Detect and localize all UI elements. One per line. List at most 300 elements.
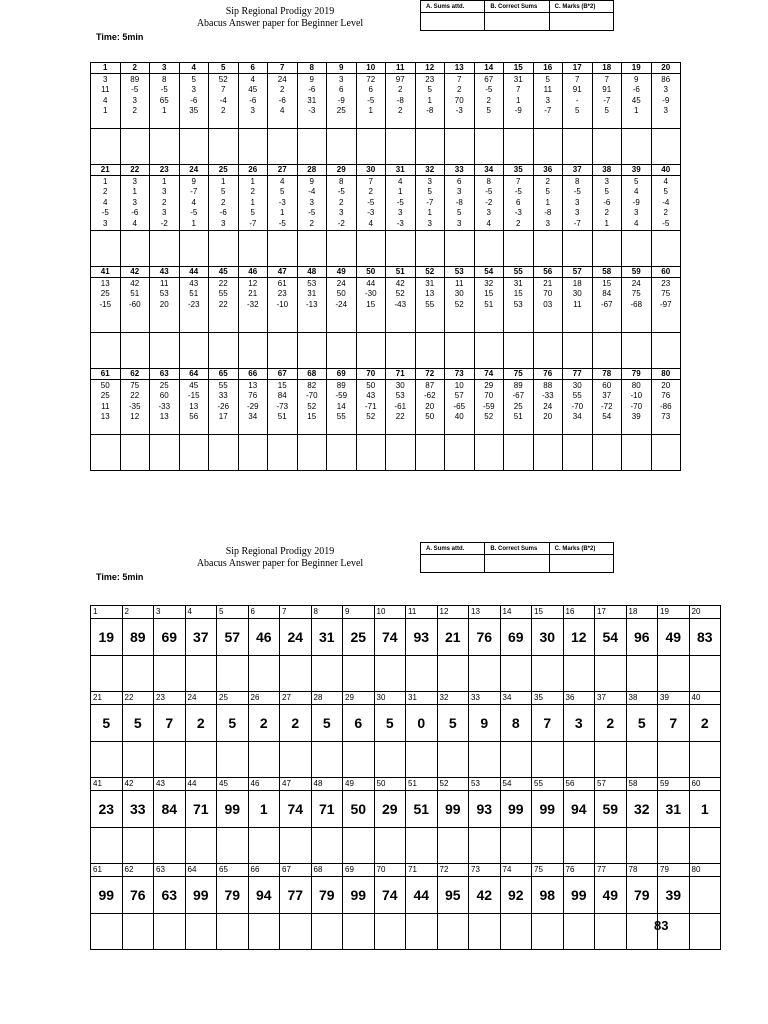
blank-cell[interactable] xyxy=(626,828,658,864)
answer-number: 61 xyxy=(91,864,123,877)
question-value: 3 xyxy=(427,177,432,186)
answer-entry-cell[interactable] xyxy=(179,231,209,267)
answer-entry-cell[interactable] xyxy=(533,435,563,471)
answer-entry-cell[interactable] xyxy=(592,435,622,471)
blank-cell[interactable] xyxy=(626,656,658,692)
question-value: 5 xyxy=(221,187,226,197)
question-value: 11 xyxy=(160,279,169,288)
answer-entry-cell[interactable] xyxy=(386,231,416,267)
blank-cell[interactable] xyxy=(437,914,469,950)
blank-cell[interactable] xyxy=(532,656,564,692)
question-value: 1 xyxy=(368,106,373,116)
answer-number: 19 xyxy=(658,606,690,619)
question-cell xyxy=(622,278,652,333)
blank-cell[interactable] xyxy=(469,656,501,692)
answer-entry-cell[interactable] xyxy=(592,231,622,267)
question-value: 52 xyxy=(366,412,376,422)
question-value: -2 xyxy=(160,218,168,228)
answer-entry-cell[interactable] xyxy=(415,435,445,471)
blank-cell[interactable] xyxy=(374,656,406,692)
question-value: 21 xyxy=(543,279,553,288)
blank-cell[interactable] xyxy=(374,828,406,864)
question-cell xyxy=(238,380,268,435)
question-number: 53 xyxy=(445,267,475,278)
question-value: 5 xyxy=(486,106,491,116)
top-score-box xyxy=(420,0,614,31)
blank-cell[interactable] xyxy=(122,914,154,950)
question-number: 36 xyxy=(533,165,563,176)
question-number: 75 xyxy=(504,369,534,380)
answer-value: 74 xyxy=(374,877,406,914)
blank-cell[interactable] xyxy=(374,742,406,778)
answer-number: 58 xyxy=(626,778,658,791)
answer-value: 5 xyxy=(122,705,154,742)
blank-cell[interactable] xyxy=(280,656,312,692)
answer-number: 56 xyxy=(563,778,595,791)
question-value: -43 xyxy=(394,299,407,309)
answer-entry-cell[interactable] xyxy=(238,435,268,471)
question-value: 6 xyxy=(368,85,373,95)
answer-entry-cell[interactable] xyxy=(474,435,504,471)
blank-cell[interactable] xyxy=(469,828,501,864)
answer-number: 29 xyxy=(343,692,375,705)
question-value: 15 xyxy=(307,412,317,422)
answer-entry-cell[interactable] xyxy=(533,231,563,267)
question-value: 2 xyxy=(457,85,462,95)
answer-entry-cell[interactable] xyxy=(386,435,416,471)
blank-cell[interactable] xyxy=(626,914,658,950)
blank-cell[interactable] xyxy=(154,828,186,864)
question-value: -3 xyxy=(308,106,316,116)
answer-entry-cell[interactable] xyxy=(592,333,622,369)
answer-value: 79 xyxy=(217,877,249,914)
blank-cell[interactable] xyxy=(595,656,627,692)
answer-value: 31 xyxy=(658,791,690,828)
question-value: -15 xyxy=(187,391,200,401)
answer-entry-cell[interactable] xyxy=(327,333,357,369)
blank-cell[interactable] xyxy=(311,656,343,692)
blank-cell[interactable] xyxy=(91,914,123,950)
answer-entry-cell[interactable] xyxy=(209,333,239,369)
score-input-c[interactable] xyxy=(549,555,613,573)
blank-cell[interactable] xyxy=(185,656,217,692)
answer-entry-cell[interactable] xyxy=(268,435,298,471)
answer-entry-cell[interactable] xyxy=(563,129,593,165)
score-input-a[interactable] xyxy=(421,13,485,31)
question-value: -30 xyxy=(364,289,377,299)
question-value: 8 xyxy=(486,177,491,186)
question-cell xyxy=(356,74,386,129)
answer-entry-cell[interactable] xyxy=(415,231,445,267)
question-value: 13 xyxy=(425,289,435,299)
answer-value: 5 xyxy=(626,705,658,742)
question-value: -4 xyxy=(308,187,316,197)
question-value: 4 xyxy=(634,187,639,197)
answer-number: 23 xyxy=(154,692,186,705)
blank-cell[interactable] xyxy=(437,742,469,778)
question-value: 13 xyxy=(100,279,110,288)
question-number: 69 xyxy=(327,369,357,380)
blank-cell[interactable] xyxy=(91,742,123,778)
question-value: -9 xyxy=(632,197,640,207)
question-value: -5 xyxy=(278,218,286,228)
question-value: 7 xyxy=(221,85,226,95)
question-value: 18 xyxy=(572,279,582,288)
question-number: 59 xyxy=(622,267,652,278)
answer-number: 67 xyxy=(280,864,312,877)
question-value: 67 xyxy=(484,75,494,84)
question-cell xyxy=(386,176,416,231)
blank-cell[interactable] xyxy=(280,914,312,950)
question-value: 5 xyxy=(250,208,255,218)
answer-entry-cell[interactable] xyxy=(297,129,327,165)
blank-cell[interactable] xyxy=(469,742,501,778)
answer-entry-cell[interactable] xyxy=(356,129,386,165)
blank-cell[interactable] xyxy=(217,656,249,692)
answer-value: 98 xyxy=(532,877,564,914)
question-number: 19 xyxy=(622,63,652,74)
blank-cell[interactable] xyxy=(563,914,595,950)
question-value: 1 xyxy=(427,208,432,218)
answer-entry-cell[interactable] xyxy=(327,129,357,165)
answer-entry-cell[interactable] xyxy=(238,333,268,369)
blank-cell[interactable] xyxy=(311,742,343,778)
blank-cell[interactable] xyxy=(689,742,721,778)
blank-cell[interactable] xyxy=(185,742,217,778)
blank-cell[interactable] xyxy=(532,914,564,950)
question-number: 5 xyxy=(209,63,239,74)
question-value: -4 xyxy=(219,95,227,105)
blank-cell[interactable] xyxy=(343,828,375,864)
question-value: 2 xyxy=(368,187,373,197)
question-number: 15 xyxy=(504,63,534,74)
blank-cell[interactable] xyxy=(406,828,438,864)
answer-value: 59 xyxy=(595,791,627,828)
answer-grid xyxy=(90,605,721,950)
blank-cell[interactable] xyxy=(406,914,438,950)
blank-cell[interactable] xyxy=(374,914,406,950)
answer-entry-cell[interactable] xyxy=(445,231,475,267)
question-value: 3 xyxy=(663,106,668,116)
blank-cell[interactable] xyxy=(154,742,186,778)
answer-entry-cell[interactable] xyxy=(150,129,180,165)
question-value: 42 xyxy=(395,279,405,288)
answer-entry-cell[interactable] xyxy=(504,333,534,369)
question-number: 56 xyxy=(533,267,563,278)
answer-entry-cell[interactable] xyxy=(445,129,475,165)
answer-entry-cell[interactable] xyxy=(651,231,681,267)
question-value: 20 xyxy=(159,299,169,309)
blank-cell[interactable] xyxy=(280,828,312,864)
answer-entry-cell[interactable] xyxy=(91,435,121,471)
answer-entry-cell[interactable] xyxy=(445,333,475,369)
answer-value: 7 xyxy=(532,705,564,742)
blank-cell[interactable] xyxy=(595,828,627,864)
answer-entry-cell[interactable] xyxy=(356,435,386,471)
answer-number: 10 xyxy=(374,606,406,619)
answer-number: 54 xyxy=(500,778,532,791)
blank-cell[interactable] xyxy=(563,656,595,692)
question-number: 65 xyxy=(209,369,239,380)
answer-entry-cell[interactable] xyxy=(651,435,681,471)
answer-entry-cell[interactable] xyxy=(651,129,681,165)
question-cell xyxy=(533,278,563,333)
question-value: 1 xyxy=(280,208,285,218)
question-cell xyxy=(150,380,180,435)
answer-value: 99 xyxy=(343,877,375,914)
question-value: 42 xyxy=(130,279,140,288)
blank-cell[interactable] xyxy=(311,914,343,950)
answer-entry-cell[interactable] xyxy=(622,129,652,165)
question-value: 5 xyxy=(575,106,580,116)
answer-entry-cell[interactable] xyxy=(415,333,445,369)
question-number: 47 xyxy=(268,267,298,278)
answer-number: 22 xyxy=(122,692,154,705)
blank-cell[interactable] xyxy=(500,828,532,864)
question-value: 15 xyxy=(513,289,523,299)
blank-cell[interactable] xyxy=(122,828,154,864)
answer-entry-cell[interactable] xyxy=(120,333,150,369)
answer-number: 60 xyxy=(689,778,721,791)
blank-cell[interactable] xyxy=(469,914,501,950)
answer-entry-cell[interactable] xyxy=(622,435,652,471)
answer-number: 1 xyxy=(91,606,123,619)
answer-entry-cell[interactable] xyxy=(268,231,298,267)
score-input-b[interactable] xyxy=(485,13,549,31)
blank-cell[interactable] xyxy=(217,828,249,864)
answer-entry-cell[interactable] xyxy=(504,129,534,165)
answer-entry-cell[interactable] xyxy=(120,435,150,471)
answer-entry-cell[interactable] xyxy=(356,333,386,369)
question-value: 22 xyxy=(218,279,228,288)
blank-cell[interactable] xyxy=(532,742,564,778)
blank-cell[interactable] xyxy=(154,656,186,692)
answer-entry-cell[interactable] xyxy=(563,333,593,369)
blank-cell[interactable] xyxy=(248,828,280,864)
question-value: -8 xyxy=(455,197,463,207)
answer-entry-cell[interactable] xyxy=(504,231,534,267)
score-input-a[interactable] xyxy=(421,555,485,573)
answer-entry-cell[interactable] xyxy=(209,129,239,165)
answer-number: 12 xyxy=(437,606,469,619)
blank-cell[interactable] xyxy=(217,914,249,950)
blank-cell[interactable] xyxy=(406,742,438,778)
blank-cell[interactable] xyxy=(658,742,690,778)
question-value: 1 xyxy=(162,106,167,116)
question-value: 30 xyxy=(572,381,582,390)
blank-cell[interactable] xyxy=(437,656,469,692)
answer-number: 57 xyxy=(595,778,627,791)
blank-cell[interactable] xyxy=(217,742,249,778)
answer-entry-cell[interactable] xyxy=(415,129,445,165)
answer-value: 49 xyxy=(658,619,690,656)
answer-entry-cell[interactable] xyxy=(297,435,327,471)
answer-entry-cell[interactable] xyxy=(533,129,563,165)
blank-cell[interactable] xyxy=(595,742,627,778)
blank-cell[interactable] xyxy=(563,828,595,864)
question-value: 34 xyxy=(248,412,258,422)
question-number: 32 xyxy=(415,165,445,176)
blank-cell[interactable] xyxy=(343,914,375,950)
question-value: 35 xyxy=(189,106,199,116)
question-number: 55 xyxy=(504,267,534,278)
top-title-line2: Abacus Answer paper for Beginner Level xyxy=(196,18,364,29)
answer-entry-cell[interactable] xyxy=(327,435,357,471)
question-value: -5 xyxy=(514,187,522,197)
blank-cell[interactable] xyxy=(122,742,154,778)
answer-entry-cell[interactable] xyxy=(504,435,534,471)
blank-cell[interactable] xyxy=(437,828,469,864)
question-value: 4 xyxy=(634,218,639,228)
answer-value: 69 xyxy=(154,619,186,656)
blank-cell[interactable] xyxy=(122,656,154,692)
question-value: 1 xyxy=(221,177,226,186)
answer-entry-cell[interactable] xyxy=(179,129,209,165)
question-cell xyxy=(415,74,445,129)
answer-entry-cell[interactable] xyxy=(120,231,150,267)
answer-number: 59 xyxy=(658,778,690,791)
question-value: 17 xyxy=(218,412,228,422)
question-number: 26 xyxy=(238,165,268,176)
answer-entry-cell[interactable] xyxy=(474,231,504,267)
blank-cell[interactable] xyxy=(595,914,627,950)
answer-entry-cell[interactable] xyxy=(297,333,327,369)
question-cell xyxy=(297,380,327,435)
answer-entry-cell[interactable] xyxy=(445,435,475,471)
blank-cell[interactable] xyxy=(626,742,658,778)
answer-entry-cell[interactable] xyxy=(622,333,652,369)
answer-entry-cell[interactable] xyxy=(150,435,180,471)
question-value: -5 xyxy=(308,208,316,218)
question-value: -9 xyxy=(514,106,522,116)
answer-entry-cell[interactable] xyxy=(91,333,121,369)
answer-value: 5 xyxy=(437,705,469,742)
blank-cell[interactable] xyxy=(689,828,721,864)
answer-number: 36 xyxy=(563,692,595,705)
score-header-c: C. Marks (B*2) xyxy=(549,1,613,13)
answer-entry-cell[interactable] xyxy=(356,231,386,267)
blank-cell[interactable] xyxy=(500,742,532,778)
blank-cell[interactable] xyxy=(311,828,343,864)
question-number: 44 xyxy=(179,267,209,278)
question-value: 53 xyxy=(307,279,317,288)
answer-number: 73 xyxy=(469,864,501,877)
question-value: 7 xyxy=(457,75,462,84)
answer-entry-cell[interactable] xyxy=(179,435,209,471)
answer-value: 2 xyxy=(689,705,721,742)
answer-entry-cell[interactable] xyxy=(179,333,209,369)
answer-entry-cell[interactable] xyxy=(592,129,622,165)
answer-entry-cell[interactable] xyxy=(651,333,681,369)
answer-number: 51 xyxy=(406,778,438,791)
score-input-c[interactable] xyxy=(549,13,613,31)
question-value: 14 xyxy=(336,401,346,411)
question-value: 24 xyxy=(336,279,346,288)
answer-entry-cell[interactable] xyxy=(386,333,416,369)
blank-cell[interactable] xyxy=(280,742,312,778)
blank-cell[interactable] xyxy=(500,656,532,692)
question-value: 50 xyxy=(425,412,435,422)
question-value: 5 xyxy=(191,75,196,84)
question-number: 41 xyxy=(91,267,121,278)
question-value: 2 xyxy=(486,95,491,105)
answer-entry-cell[interactable] xyxy=(474,333,504,369)
answer-entry-cell[interactable] xyxy=(238,231,268,267)
blank-cell[interactable] xyxy=(689,656,721,692)
blank-cell[interactable] xyxy=(248,742,280,778)
blank-cell[interactable] xyxy=(248,656,280,692)
answer-entry-cell[interactable] xyxy=(268,333,298,369)
answer-entry-cell[interactable] xyxy=(209,435,239,471)
blank-cell[interactable] xyxy=(185,914,217,950)
question-value: 9 xyxy=(309,177,314,186)
answer-entry-cell[interactable] xyxy=(120,129,150,165)
answer-value: 99 xyxy=(532,791,564,828)
blank-cell[interactable] xyxy=(689,914,721,950)
blank-cell[interactable] xyxy=(658,828,690,864)
blank-cell[interactable] xyxy=(91,828,123,864)
blank-cell[interactable] xyxy=(406,656,438,692)
question-value: 3 xyxy=(339,75,344,84)
answer-entry-cell[interactable] xyxy=(327,231,357,267)
answer-entry-cell[interactable] xyxy=(91,129,121,165)
question-value: 3 xyxy=(545,95,550,105)
answer-entry-cell[interactable] xyxy=(91,231,121,267)
blank-cell[interactable] xyxy=(658,656,690,692)
question-value: 3 xyxy=(103,218,108,228)
answer-number: 17 xyxy=(595,606,627,619)
question-value: 22 xyxy=(395,412,405,422)
question-value: 13 xyxy=(159,412,169,422)
answer-entry-cell[interactable] xyxy=(533,333,563,369)
answer-entry-cell[interactable] xyxy=(268,129,298,165)
blank-cell[interactable] xyxy=(532,828,564,864)
blank-cell[interactable] xyxy=(343,742,375,778)
score-input-b[interactable] xyxy=(485,555,549,573)
question-value: 60 xyxy=(602,381,612,390)
answer-value: 84 xyxy=(154,791,186,828)
question-number: 22 xyxy=(120,165,150,176)
answer-entry-cell[interactable] xyxy=(563,435,593,471)
question-value: -24 xyxy=(335,299,348,309)
answer-entry-cell[interactable] xyxy=(386,129,416,165)
question-value: 52 xyxy=(484,412,494,422)
blank-cell[interactable] xyxy=(185,828,217,864)
answer-value: 6 xyxy=(343,705,375,742)
question-value: 3 xyxy=(103,75,108,84)
blank-cell[interactable] xyxy=(91,656,123,692)
question-value: 75 xyxy=(130,381,140,390)
answer-entry-cell[interactable] xyxy=(563,231,593,267)
blank-cell[interactable] xyxy=(563,742,595,778)
blank-cell[interactable] xyxy=(154,914,186,950)
answer-entry-cell[interactable] xyxy=(297,231,327,267)
blank-cell[interactable] xyxy=(343,656,375,692)
answer-number: 75 xyxy=(532,864,564,877)
answer-entry-cell[interactable] xyxy=(238,129,268,165)
answer-entry-cell[interactable] xyxy=(622,231,652,267)
question-value: 25 xyxy=(100,391,110,401)
answer-entry-cell[interactable] xyxy=(150,333,180,369)
answer-entry-cell[interactable] xyxy=(150,231,180,267)
blank-cell[interactable] xyxy=(500,914,532,950)
question-value: 80 xyxy=(631,381,641,390)
blank-cell[interactable] xyxy=(248,914,280,950)
answer-entry-cell[interactable] xyxy=(209,231,239,267)
answer-entry-cell[interactable] xyxy=(474,129,504,165)
question-value: 21 xyxy=(248,289,258,299)
question-number: 79 xyxy=(622,369,652,380)
